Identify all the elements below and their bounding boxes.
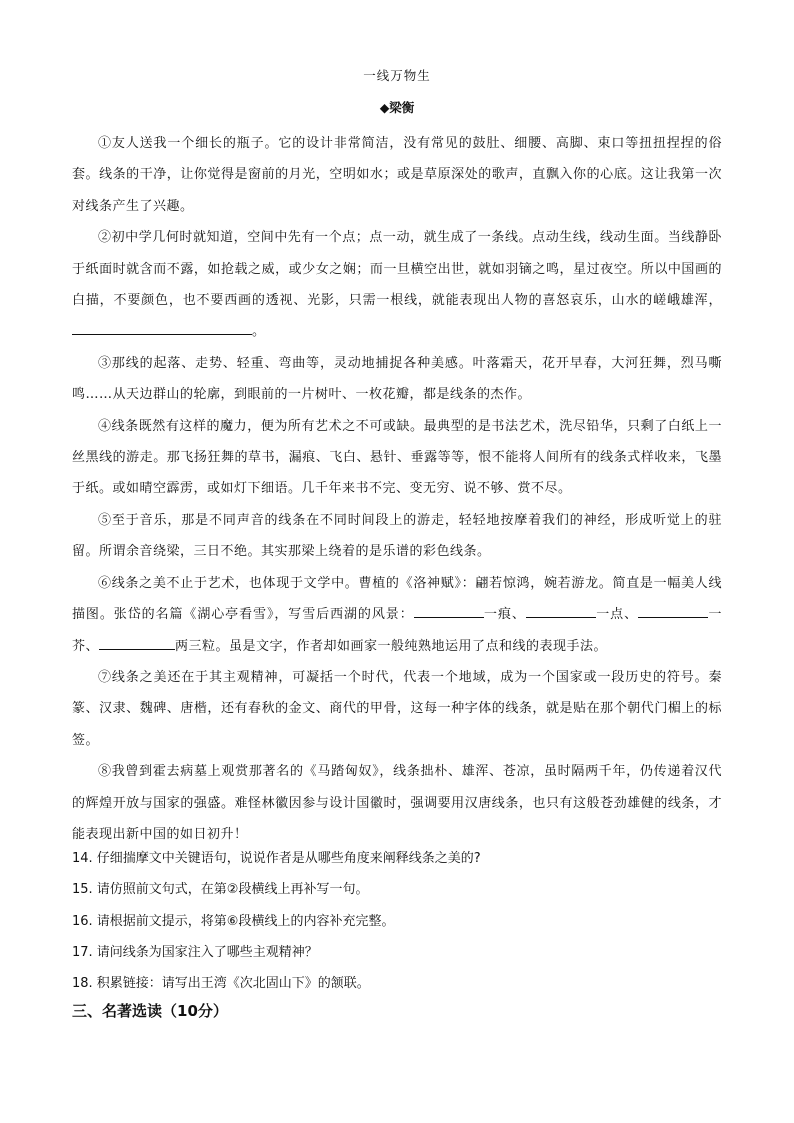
- answer-blank-p6-2[interactable]: [526, 604, 596, 618]
- question-14: 14. 仔细揣摩文中关键语句，说说作者是从哪些角度来阐释线条之美的?: [72, 851, 481, 866]
- paragraph-6-part: 一芥、: [72, 607, 722, 654]
- answer-blank-p6-1[interactable]: [414, 604, 484, 618]
- answer-blank-p6-3[interactable]: [638, 604, 708, 618]
- paragraph-6-end: 两三粒。虽是文字，作者却如画家一般纯熟地运用了点和线的表现手法。: [175, 638, 608, 654]
- paragraph-5: ⑤至于音乐，那是不同声音的线条在不同时间段上的游走，轻轻地按摩着我们的神经，形成听觉上的驻留。所谓余音绕梁，三日不绝。其实那梁上绕着的是乐谱的彩色线条。: [72, 512, 722, 560]
- answer-blank-p6-4[interactable]: [99, 636, 175, 650]
- answer-blank-p2[interactable]: [72, 321, 252, 335]
- question-list: [72, 843, 722, 999]
- question-17: 17. 请问线条为国家注入了哪些主观精神？: [72, 944, 318, 960]
- article-author: ◆梁衡: [379, 100, 415, 115]
- paragraph-6: [72, 568, 722, 662]
- paragraph-7: ⑦线条之美还在于其主观精神，可凝括一个时代，代表一个地域，成为一个国家或一段历史的符号。秦篆、汉隶、魏碑、唐楷，还有春秋的金文、商代的甲骨，这每一种字体的线条，就是贴在那个朝代门楣上的标签。: [72, 669, 722, 748]
- paragraph-6-text: ⑥线条之美不止于艺术，也体现于文学中。曹植的《洛神赋》：翩若惊鸿，婉若游龙。简直是一幅美人线描图。张岱的名篇《湖心亭看雪》，写雪后西湖的风景：: [72, 575, 722, 623]
- paragraph-4: ④线条既然有这样的魔力，便为所有艺术之不可或缺。最典型的是书法艺术，洗尽铅华，只剩了白纸上一丝黑线的游走。那飞扬狂舞的草书，漏痕、飞白、悬针、垂露等等，恨不能将人间所有的线条式样收来，飞墨于纸。或如晴空霹雳，或如灯下细语。几千年来书不完、变无穷、说不够、赏不尽。: [72, 418, 722, 497]
- article-body: [72, 128, 722, 850]
- article-title: 一线万物生: [363, 68, 431, 83]
- paragraph-6-part: 一痕、: [483, 607, 526, 623]
- question-18: 18. 积累链接：请写出王湾《次北固山下》的颔联。: [72, 976, 370, 992]
- paragraph-2-end: 。: [252, 324, 266, 340]
- paragraph-8: ⑧我曾到霍去病墓上观赏那著名的《马踏匈奴》，线条拙朴、雄浑、苍凉，虽时隔两千年，仍传递着汉代的辉煌开放与国家的强盛。难怪林徽因参与设计国徽时，强调要用汉唐线条，也只有这般苍劲雄健的线条，才能表现出新中国的如日初升！: [72, 764, 722, 842]
- paragraph-3: ③那线的起落、走势、轻重、弯曲等，灵动地捕捉各种美感。叶落霜天，花开早春，大河狂舞，烈马嘶鸣……从天边群山的轮廓，到眼前的一片树叶、一枚花瓣，都是线条的杰作。: [72, 355, 722, 403]
- paragraph-2-text: ②初中学几何时就知道，空间中先有一个点；点一动，就生成了一条线。点动生线，线动生面。当线静卧于纸面时就含而不露，如抢载之威，或少女之娴；而一旦横空出世，就如羽镝之鸣，星过夜空。所以中国画的白描，不要颜色，也不要西画的透视、光影，只需一根线，就能表现出人物的喜怒哀乐，山水的嵯峨雄浑，: [72, 230, 722, 309]
- paragraph-2: [72, 222, 722, 348]
- question-16: 16. 请根据前文提示，将第⑥段横线上的内容补充完整。: [72, 913, 395, 929]
- section-heading: 三、名著选读（10分）: [72, 1002, 228, 1020]
- paragraph-6-part: 一点、: [595, 607, 639, 623]
- paragraph-1: ①友人送我一个细长的瓶子。它的设计非常简洁，没有常见的鼓肚、细腰、高脚、束口等扭扭捏捏的俗套。线条的干净，让你觉得是窗前的月光，空明如水；或是草原深处的歌声，直飘入你的心底。这让我第一次对线条产生了兴趣。: [72, 136, 722, 214]
- question-15: 15. 请仿照前文句式，在第②段横线上再补写一句。: [72, 882, 369, 898]
